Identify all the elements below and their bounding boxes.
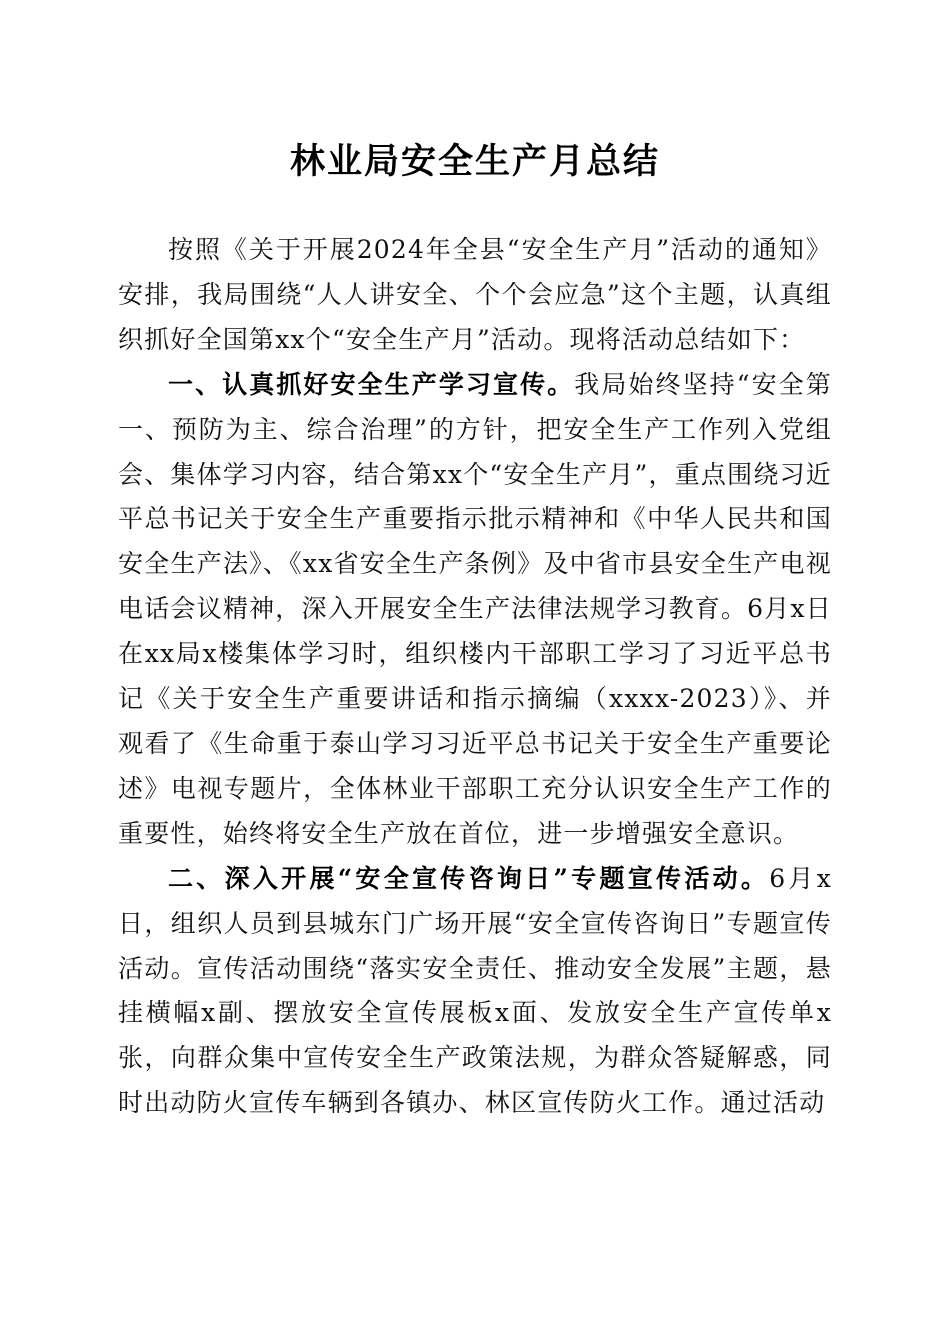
section-1-paragraph xyxy=(118,363,832,857)
document-title: 林业局安全生产月总结 xyxy=(289,141,660,182)
section-2-text: 6月x日，组织人员到县城东门广场开展“安全宣传咨询日”专题宣传活动。宣传活动围绕“落实安全责任、推动安全发展”主题，悬挂横幅x副、摆放安全宣传展板x面、发放安全生产宣传单x张，向群众集中宣传安全生产政策法规，为群众答疑解惑，同时出动防火宣传车辆到各镇办、林区宣传防火工作。通过活动 xyxy=(118,863,832,1118)
section-1-text: 我局始终坚持“安全第一、预防为主、综合治理”的方针，把安全生产工作列入党组会、集体学习内容，结合第xx个“安全生产月”，重点围绕习近平总书记关于安全生产重要指示批示精神和《中华人民共和国安全生产法》、《xx省安全生产条例》及中省市县安全生产电视电话会议精神，深入开展安全生产法律法规学习教育。6月x日在xx局x楼集体学习时，组织楼内干部职工学习了习近平总书记《关于安全生产重要讲话和指示摘编（xxxx-2023）》、并观看了《生命重于泰山学习习近平总书记关于安全生产重要论述》电视专题片，全体林业干部职工充分认识安全生产工作的重要性，始终将安全生产放在首位，进一步增强安全意识。 xyxy=(118,369,832,848)
section-2-heading: 二、深入开展“安全宣传咨询日”专题宣传活动。 xyxy=(168,863,770,893)
section-1-heading: 一、认真抓好安全生产学习宣传。 xyxy=(168,369,575,399)
document-body xyxy=(118,228,832,1126)
intro-paragraph: 按照《关于开展2024年全县“安全生产月”活动的通知》安排，我局围绕“人人讲安全、个个会应急”这个主题，认真组织抓好全国第xx个“安全生产月”活动。现将活动总结如下： xyxy=(118,235,832,354)
section-2-paragraph xyxy=(118,857,832,1126)
